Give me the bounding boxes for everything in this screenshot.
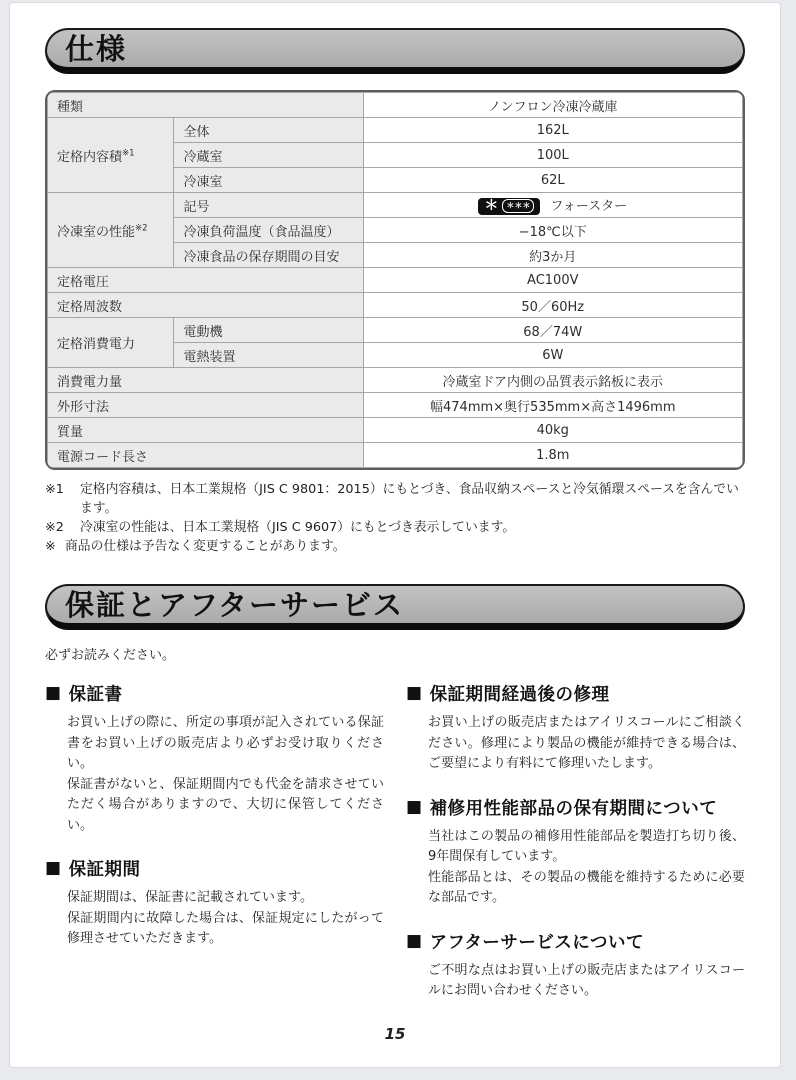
footnote <box>45 537 745 556</box>
section-bullet-icon: ■ <box>406 683 423 703</box>
warranty-item-paragraph: ご不明な点はお買い上げの販売店またはアイリスコールにお問い合わせください。 <box>428 962 745 998</box>
spec-label-cell: 電源コード長さ <box>48 443 364 468</box>
table-row <box>48 318 743 343</box>
four-star-mark-icon: ＊ ＊＊＊ <box>478 198 540 215</box>
spec-value-cell: 100L <box>363 143 742 168</box>
table-row <box>48 293 743 318</box>
warranty-item <box>406 929 745 1002</box>
warranty-item-heading: ■ 保証期間経過後の修理 <box>406 683 610 705</box>
spec-value-cell: 62L <box>363 168 742 193</box>
spec-value-cell: 冷蔵室ドア内側の品質表示銘板に表示 <box>363 368 742 393</box>
warranty-lead-text: 必ずお読みください。 <box>45 648 176 663</box>
spec-value-cell: AC100V <box>363 268 742 293</box>
spec-label-cell: 定格消費電力 <box>48 318 174 368</box>
section-bullet-icon: ■ <box>406 930 423 951</box>
warranty-section-title: 保証とアフターサービス <box>65 588 404 622</box>
footnote-marker: ※ <box>45 539 56 554</box>
table-row <box>48 193 743 218</box>
spec-value-cell: 68／74W <box>363 318 742 343</box>
spec-value-cell: −18℃以下 <box>363 218 742 243</box>
section-bullet-icon: ■ <box>406 796 423 817</box>
warranty-item-paragraph: 保証期間内に故障した場合は、保証規定にしたがって修理させていただきます。 <box>67 910 384 946</box>
spec-sublabel-cell: 電熱装置 <box>174 343 363 368</box>
warranty-item-heading: ■ 補修用性能部品の保有期間について <box>406 796 718 819</box>
warranty-item-paragraph: お買い上げの販売店またはアイリスコールにご相談ください。修理により製品の機能が維持できる場合は、ご要望により有料にて修理いたします。 <box>428 715 745 771</box>
spec-label-cell: 冷凍室の性能$^{※2}$ <box>48 193 174 268</box>
warranty-item-paragraph: 性能部品とは、その製品の機能を維持するために必要な部品です。 <box>428 869 745 905</box>
warranty-item <box>45 856 384 950</box>
spec-value-cell: 162L <box>363 118 742 143</box>
spec-label-cell: 定格内容積$^{※1}$ <box>48 118 174 193</box>
spec-value-cell: 1.8m <box>363 443 742 468</box>
table-row <box>48 93 743 118</box>
spec-footnotes <box>45 480 745 556</box>
section-bullet-icon: ■ <box>45 858 62 878</box>
warranty-section-banner <box>45 584 745 630</box>
spec-label-cell: 種類 <box>48 93 364 118</box>
footnote-text: 冷凍室の性能は、日本工業規格（JIS C 9607）にもとづき表示しています。 <box>80 520 516 535</box>
spec-value-cell: ノンフロン冷凍冷蔵庫 <box>363 93 742 118</box>
spec-sublabel-cell: 記号 <box>174 193 363 218</box>
spec-sublabel-cell: 冷凍負荷温度（食品温度） <box>174 218 363 243</box>
warranty-columns <box>45 681 745 1002</box>
table-row <box>48 268 743 293</box>
spec-section-title: 仕様 <box>65 32 128 66</box>
warranty-left-column <box>45 681 384 1002</box>
spec-table <box>45 90 745 470</box>
footnote <box>45 480 745 518</box>
spec-label-cell: 外形寸法 <box>48 393 364 418</box>
warranty-item-heading: ■ 保証書 <box>45 683 123 705</box>
footnote-marker: ※1 <box>122 148 135 159</box>
spec-label-cell: 定格周波数 <box>48 293 364 318</box>
footnote <box>45 518 745 537</box>
spec-section-banner <box>45 28 745 74</box>
warranty-item-heading: ■ 保証期間 <box>45 858 141 880</box>
spec-value-cell: 約3か月 <box>363 243 742 268</box>
table-row <box>48 393 743 418</box>
footnote-text: 定格内容積は、日本工業規格（JIS C 9801：2015）にもとづき、食品収納スペースと冷気循環スペースを含んでいます。 <box>80 482 739 516</box>
spec-label-cell: 消費電力量 <box>48 368 364 393</box>
warranty-item-paragraph: 保証書がないと、保証期間内でも代金を請求させていただく場合がありますので、大切に保管してください。 <box>67 776 384 833</box>
warranty-item-paragraph: お買い上げの際に、所定の事項が記入されている保証書をお買い上げの販売店より必ずお受け取りください。 <box>67 715 384 771</box>
table-row <box>48 118 743 143</box>
manual-page <box>9 2 781 1068</box>
spec-label-cell: 定格電圧 <box>48 268 364 293</box>
spec-sublabel-cell: 冷凍室 <box>174 168 363 193</box>
table-row <box>48 368 743 393</box>
spec-sublabel-cell: 全体 <box>174 118 363 143</box>
spec-value-cell: 幅474mm×奥行535mm×高さ1496mm <box>363 393 742 418</box>
warranty-item-heading: ■ アフターサービスについて <box>406 930 644 953</box>
section-bullet-icon: ■ <box>45 683 62 703</box>
spec-sublabel-cell: 冷蔵室 <box>174 143 363 168</box>
table-row <box>48 443 743 468</box>
warranty-item <box>406 795 745 909</box>
warranty-item <box>45 681 384 836</box>
footnote-marker: ※2 <box>135 223 148 234</box>
spec-label-cell: 質量 <box>48 418 364 443</box>
footnote-marker: ※2 <box>45 520 64 535</box>
footnote-marker: ※1 <box>45 482 64 497</box>
footnote-text: 商品の仕様は予告なく変更することがあります。 <box>65 539 346 554</box>
warranty-item-paragraph: 保証期間は、保証書に記載されています。 <box>67 890 313 905</box>
table-row <box>48 418 743 443</box>
spec-sublabel-cell: 冷凍食品の保存期間の目安 <box>174 243 363 268</box>
spec-value-cell: 40kg <box>363 418 742 443</box>
warranty-item-paragraph: 当社はこの製品の補修用性能部品を製造打ち切り後、9年間保有しています。 <box>428 828 745 864</box>
spec-value-cell: ＊ ＊＊＊ フォースター <box>363 193 742 218</box>
spec-value-cell: 6W <box>363 343 742 368</box>
page-number: 15 <box>384 1025 406 1043</box>
spec-sublabel-cell: 電動機 <box>174 318 363 343</box>
spec-value-cell: 50／60Hz <box>363 293 742 318</box>
warranty-item <box>406 681 745 775</box>
warranty-right-column <box>406 681 745 1002</box>
